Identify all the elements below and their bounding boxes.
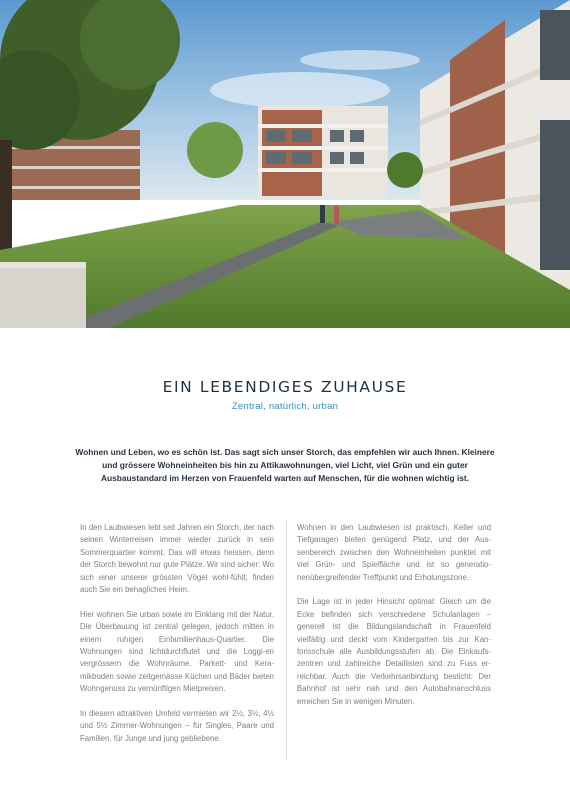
page-title: EIN LEBENDIGES ZUHAUSE [162,378,408,396]
body-paragraph: Wohnen in den Laubwiesen ist praktisch. Keller und Tiefgaragen bieten genügend Platz, und der Aus-senbereich zwischen den Wohneinheiten punktet mit viel Grün- und Spielfläche und ist so generatio-nenübergreifender Treffpunkt und Erholungszone. [297,523,491,582]
intro-paragraph: Wohnen und Leben, wo es schön ist. Das sagt sich unser Storch, das empfehlen wir auch Ihnen. Kleinere und grössere Wohneinheiten bis hin zu Attikawohnungen, viel Licht, viel Grün und ein guter Ausbaustandard im Herzen von Frauenfeld warten auf Menschen, für die wohnen wichtig ist. [75,447,495,483]
text-column-right [297,522,491,720]
body-paragraph: Die Lage ist in jeder Hinsicht optimal: Gleich um die Ecke befinden sich verschiedene Schulanlagen – generell ist die Bildungslandschaft in Frauenfeld vielfältig und deckt vom Kindergarten bis zur Kan-tonsschule alle Ausbildungsstufen ab. Die Einkaufs-zentren und zahlreiche Detaillisten sind zu Fuss er-reichbar. Auch die Verkehrsanbindung besticht: Der Bahnhof ist sehr nah und den Autobahnanschluss erreichen Sie in wenigen Minuten. [297,597,491,706]
column-divider [286,520,287,760]
body-paragraph: In diesem attraktiven Umfeld vermieten wir 2½, 3½, 4½ und 5½ Zimmer-Wohnungen – für Singles, Paare und Familien, für Junge und jung gebliebene. [80,709,274,743]
page-subtitle: Zentral, natürlich, urban [231,401,339,412]
body-paragraph: In den Laubwiesen lebt seit Jahren ein Storch, der nach seinen Winterreisen immer wieder zurück in sein Sommerquartier kommt. Das will etwas heissen, denn der Storch bewohnt nur gute Plätze. Wir sind sicher: Wo sich einer unserer grössten Vögel wohl-fühlt, finden auch Sie ein behagliches Heim. [80,523,274,595]
text-column-left [80,522,274,758]
hero-image [0,0,570,328]
body-paragraph: Hier wohnen Sie urban sowie im Einklang mit der Natur. Die Überbauung ist zentral gelegen, jedoch mitten in einem ruhigen Einfamilienhaus-Quartier. Die Wohnungen sind lichtdurchflutet und die Loggi-en vergrössern die Wohnräume. Parkett- und Kera-mikboden sowie zeitgemässe Küchen und Bäder bieten Wohngenuss zu vernünftigen Mietpreisen. [80,609,274,694]
residential-courtyard-illustration [0,0,570,328]
